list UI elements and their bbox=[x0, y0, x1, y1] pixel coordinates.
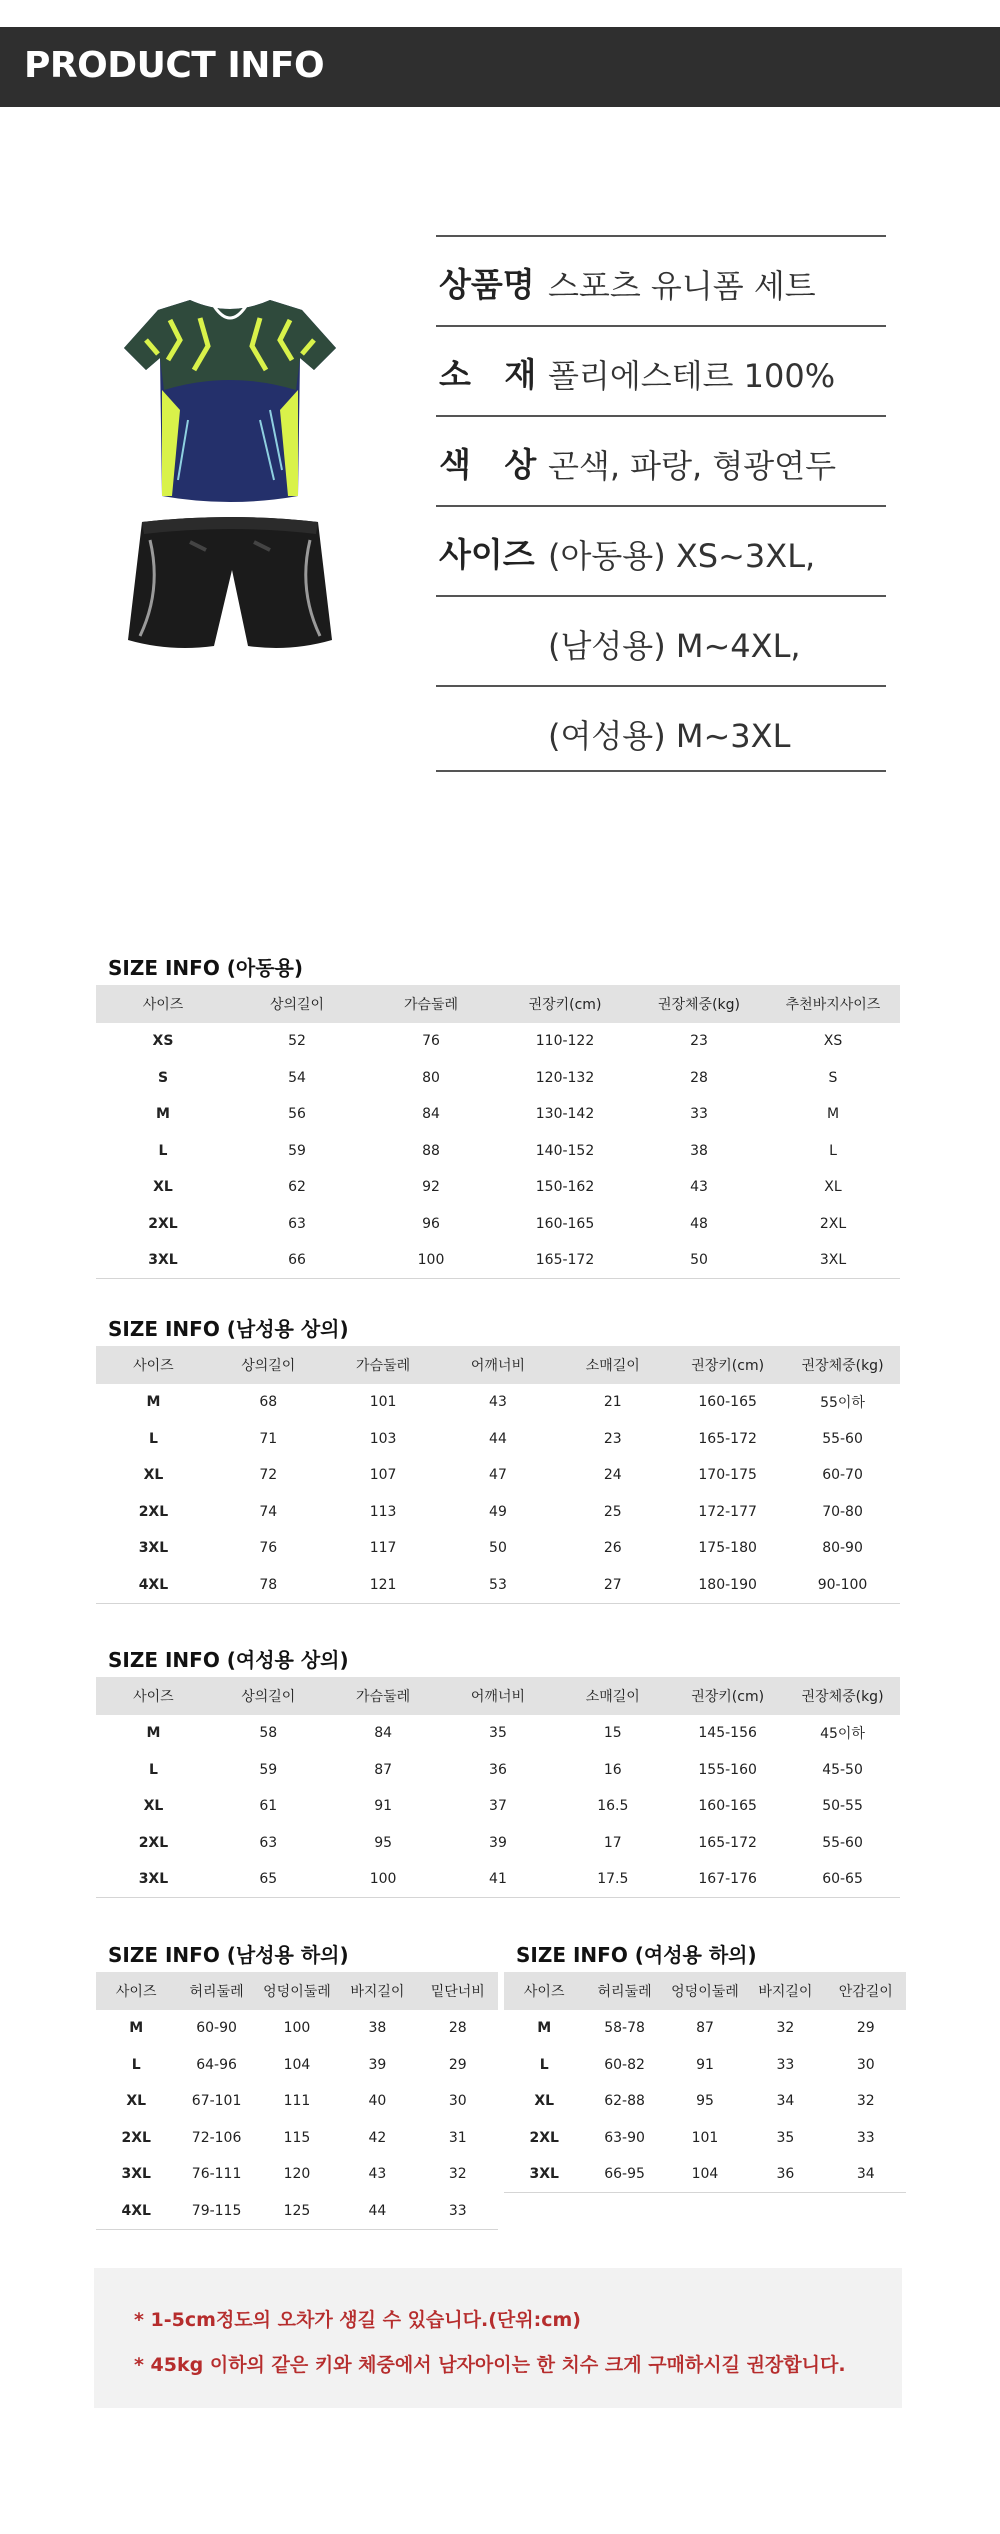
table-cell: 72 bbox=[259, 1467, 278, 1484]
table-row bbox=[96, 1096, 900, 1133]
table-cell: 53 bbox=[441, 1567, 556, 1604]
table-cell: 35 bbox=[776, 2129, 795, 2146]
info-value: (아동용) XS~3XL, bbox=[548, 537, 816, 575]
table-cell: 17 bbox=[603, 1834, 622, 1851]
section-title: SIZE INFO (남성용 하의) bbox=[108, 1943, 349, 1967]
table-row bbox=[96, 1788, 900, 1825]
table-cell: 16.5 bbox=[597, 1798, 629, 1815]
column-header: 허리둘레 bbox=[584, 1972, 664, 2010]
table-cell: 76 bbox=[422, 1033, 440, 1050]
info-value: 곤색, 파랑, 형광연두 bbox=[548, 447, 836, 485]
size-cell: M bbox=[537, 2020, 552, 2037]
info-label: 색 상 bbox=[439, 445, 537, 484]
info-row-color bbox=[436, 417, 886, 505]
table-row bbox=[96, 2120, 498, 2157]
table-cell: 80 bbox=[422, 1069, 440, 1086]
table-cell: 71 bbox=[259, 1430, 278, 1447]
column-header: 권장체중(kg) bbox=[785, 1677, 900, 1715]
table-cell: 165-172 bbox=[698, 1430, 757, 1447]
column-header: 사이즈 bbox=[504, 1972, 584, 2010]
section-title: SIZE INFO (아동용) bbox=[108, 956, 304, 980]
table-cell: 60-65 bbox=[785, 1861, 900, 1898]
table-cell: 36 bbox=[745, 2156, 825, 2193]
column-header: 권장체중(kg) bbox=[785, 1346, 900, 1384]
table-cell: 70-80 bbox=[822, 1503, 863, 1520]
table-row bbox=[96, 1242, 900, 1279]
table-cell: 37 bbox=[489, 1798, 507, 1815]
table-cell: 100 bbox=[364, 1242, 498, 1279]
table-cell: 28 bbox=[690, 1069, 708, 1086]
table-cell: 76-111 bbox=[191, 2166, 242, 2183]
table-cell: 54 bbox=[288, 1069, 306, 1086]
size-cell: L bbox=[539, 2056, 549, 2073]
size-table-men-top bbox=[96, 1346, 900, 1604]
column-header: 엉덩이둘레 bbox=[665, 1972, 745, 2010]
size-table-kids bbox=[96, 985, 900, 1279]
column-header: 엉덩이둘레 bbox=[257, 1972, 337, 2010]
table-cell: 58 bbox=[259, 1725, 278, 1742]
column-header: 상의길이 bbox=[230, 985, 364, 1023]
size-table-men-bottom bbox=[96, 1972, 498, 2230]
table-cell: 38 bbox=[368, 2020, 387, 2037]
table-cell: 33 bbox=[690, 1106, 708, 1123]
table-cell: 165-172 bbox=[698, 1834, 757, 1851]
table-row bbox=[96, 1060, 900, 1097]
table-cell: 145-156 bbox=[698, 1725, 757, 1742]
table-cell: 130-142 bbox=[535, 1106, 595, 1123]
table-cell: 88 bbox=[422, 1142, 440, 1159]
table-cell: 62 bbox=[288, 1179, 306, 1196]
table-cell: 74 bbox=[259, 1503, 278, 1520]
table-cell: 33 bbox=[856, 2129, 875, 2146]
table-cell: 45-50 bbox=[822, 1761, 863, 1778]
size-cell: M bbox=[146, 1394, 161, 1411]
table-cell: 64-96 bbox=[196, 2056, 237, 2073]
table-cell: 121 bbox=[326, 1567, 441, 1604]
size-cell: 3XL bbox=[504, 2156, 584, 2193]
table-row bbox=[96, 1133, 900, 1170]
table-row bbox=[504, 2120, 906, 2157]
divider bbox=[436, 770, 886, 772]
table-cell: 2XL bbox=[819, 1215, 847, 1232]
table-cell: 120 bbox=[283, 2166, 311, 2183]
table-cell: 111 bbox=[283, 2093, 311, 2110]
table-cell: 170-175 bbox=[698, 1467, 757, 1484]
size-cell: S bbox=[157, 1069, 169, 1086]
column-header: 밑단너비 bbox=[418, 1972, 498, 2010]
table-cell: 49 bbox=[489, 1503, 507, 1520]
table-row bbox=[96, 2083, 498, 2120]
table-cell: 41 bbox=[441, 1861, 556, 1898]
info-row-product-name bbox=[436, 237, 886, 325]
size-cell: M bbox=[156, 1106, 170, 1123]
table-cell: 39 bbox=[368, 2056, 387, 2073]
page-title: PRODUCT INFO bbox=[24, 45, 325, 86]
table-row bbox=[96, 1023, 900, 1060]
table-cell: 87 bbox=[374, 1761, 393, 1778]
size-cell: 3XL bbox=[121, 2166, 151, 2183]
column-header: 추천바지사이즈 bbox=[766, 985, 900, 1023]
column-header: 바지길이 bbox=[745, 1972, 825, 2010]
table-cell: 33 bbox=[776, 2056, 795, 2073]
table-cell: 23 bbox=[603, 1430, 622, 1447]
size-cell: 2XL bbox=[138, 1834, 169, 1851]
size-cell: L bbox=[148, 1430, 158, 1447]
table-header-row bbox=[96, 985, 900, 1023]
size-table-women-bottom bbox=[504, 1972, 906, 2193]
notice-box bbox=[94, 2268, 902, 2408]
info-value: (여성용) M~3XL bbox=[548, 717, 791, 755]
table-cell: 30 bbox=[856, 2056, 875, 2073]
table-cell: 160-165 bbox=[535, 1215, 595, 1232]
table-cell: 165-172 bbox=[498, 1242, 632, 1279]
table-cell: 120-132 bbox=[535, 1069, 595, 1086]
table-cell: 63 bbox=[259, 1834, 278, 1851]
table-cell: 43 bbox=[368, 2166, 387, 2183]
table-cell: 32 bbox=[856, 2093, 875, 2110]
table-cell: 33 bbox=[418, 2193, 498, 2230]
size-cell: XS bbox=[152, 1033, 174, 1050]
table-cell: 87 bbox=[696, 2020, 714, 2037]
table-cell: 34 bbox=[776, 2093, 795, 2110]
column-header: 바지길이 bbox=[337, 1972, 417, 2010]
size-cell: XL bbox=[143, 1467, 164, 1484]
product-image bbox=[110, 300, 350, 670]
size-cell: 3XL bbox=[96, 1242, 230, 1279]
size-cell: M bbox=[129, 2020, 144, 2037]
size-cell: M bbox=[146, 1725, 161, 1742]
info-value: 스포츠 유니폼 세트 bbox=[548, 267, 816, 305]
info-label: 사이즈 bbox=[439, 535, 535, 574]
table-cell: 43 bbox=[489, 1394, 507, 1411]
table-cell: 62-88 bbox=[604, 2093, 645, 2110]
table-cell: 43 bbox=[690, 1179, 708, 1196]
header-bar bbox=[0, 27, 1000, 107]
table-row bbox=[504, 2047, 906, 2084]
size-table-women-top bbox=[96, 1677, 900, 1898]
table-cell: S bbox=[828, 1069, 838, 1086]
table-row bbox=[96, 1206, 900, 1243]
table-cell: 103 bbox=[369, 1430, 397, 1447]
table-row bbox=[96, 1825, 900, 1862]
column-header: 사이즈 bbox=[96, 1677, 211, 1715]
table-cell: 175-180 bbox=[698, 1540, 757, 1557]
table-cell: 68 bbox=[259, 1394, 278, 1411]
info-row-size-men bbox=[436, 597, 886, 685]
size-cell: XL bbox=[153, 1179, 173, 1196]
table-cell: 66 bbox=[230, 1242, 364, 1279]
table-cell: 63-90 bbox=[604, 2129, 645, 2146]
table-cell: 24 bbox=[603, 1467, 622, 1484]
table-cell: 56 bbox=[288, 1106, 306, 1123]
table-cell: 60-70 bbox=[822, 1467, 863, 1484]
table-cell: 59 bbox=[259, 1761, 278, 1778]
table-cell: 3XL bbox=[766, 1242, 900, 1279]
table-cell: 91 bbox=[374, 1798, 393, 1815]
table-cell: 104 bbox=[283, 2056, 311, 2073]
info-label: 상품명 bbox=[439, 265, 535, 304]
info-row-material bbox=[436, 327, 886, 415]
table-header-row bbox=[96, 1972, 498, 2010]
table-cell: 172-177 bbox=[698, 1503, 757, 1520]
table-cell: 101 bbox=[691, 2129, 719, 2146]
table-cell: 95 bbox=[696, 2093, 714, 2110]
table-cell: 66-95 bbox=[584, 2156, 664, 2193]
table-cell: 100 bbox=[283, 2020, 311, 2037]
table-row bbox=[96, 1384, 900, 1421]
table-row bbox=[96, 1530, 900, 1567]
table-cell: 15 bbox=[603, 1725, 622, 1742]
table-cell: 52 bbox=[288, 1033, 306, 1050]
table-cell: 91 bbox=[696, 2056, 714, 2073]
table-cell: 115 bbox=[283, 2129, 311, 2146]
column-header: 권장키(cm) bbox=[498, 985, 632, 1023]
table-row bbox=[504, 2010, 906, 2047]
column-header: 상의길이 bbox=[211, 1677, 326, 1715]
table-header-row bbox=[96, 1677, 900, 1715]
table-cell: 44 bbox=[489, 1430, 507, 1447]
table-header-row bbox=[96, 1346, 900, 1384]
size-cell: XL bbox=[143, 1798, 164, 1815]
table-cell: XL bbox=[824, 1179, 842, 1196]
table-cell: 25 bbox=[603, 1503, 622, 1520]
table-cell: 23 bbox=[690, 1033, 708, 1050]
table-cell: 40 bbox=[368, 2093, 387, 2110]
table-cell: 96 bbox=[422, 1215, 440, 1232]
info-row-size bbox=[436, 507, 886, 595]
table-row bbox=[96, 2010, 498, 2047]
column-header: 권장키(cm) bbox=[670, 1677, 785, 1715]
table-cell: 65 bbox=[211, 1861, 326, 1898]
size-cell: 3XL bbox=[96, 1861, 211, 1898]
column-header: 권장키(cm) bbox=[670, 1346, 785, 1384]
table-cell: XS bbox=[823, 1033, 843, 1050]
size-cell: XL bbox=[534, 2093, 555, 2110]
info-row-size-women bbox=[436, 687, 886, 775]
table-row bbox=[96, 1169, 900, 1206]
table-cell: 72-106 bbox=[191, 2129, 242, 2146]
column-header: 안감길이 bbox=[826, 1972, 906, 2010]
table-cell: 80-90 bbox=[822, 1540, 863, 1557]
table-cell: 17.5 bbox=[555, 1861, 670, 1898]
column-header: 권장체중(kg) bbox=[632, 985, 766, 1023]
table-cell: 48 bbox=[690, 1215, 708, 1232]
table-cell: 61 bbox=[259, 1798, 278, 1815]
table-cell: 30 bbox=[448, 2093, 467, 2110]
table-cell: 34 bbox=[826, 2156, 906, 2193]
table-cell: 28 bbox=[448, 2020, 467, 2037]
table-cell: 104 bbox=[665, 2156, 745, 2193]
notice-line-1: * 1-5cm정도의 오차가 생길 수 있습니다.(단위:cm) bbox=[134, 2309, 581, 2331]
table-cell: 92 bbox=[422, 1179, 440, 1196]
section-title: SIZE INFO (여성용 상의) bbox=[108, 1648, 349, 1672]
table-cell: 150-162 bbox=[535, 1179, 595, 1196]
notice-line-2: * 45kg 이하의 같은 키와 체중에서 남자아이는 한 치수 크게 구매하시길 권장합니다. bbox=[134, 2354, 846, 2376]
column-header: 사이즈 bbox=[96, 1972, 176, 2010]
table-cell: 59 bbox=[288, 1142, 306, 1159]
table-cell: L bbox=[829, 1142, 837, 1159]
table-cell: 39 bbox=[489, 1834, 507, 1851]
table-cell: 58-78 bbox=[604, 2020, 645, 2037]
table-cell: M bbox=[826, 1106, 840, 1123]
table-row bbox=[96, 2193, 498, 2230]
table-cell: 84 bbox=[422, 1106, 440, 1123]
table-cell: 21 bbox=[603, 1394, 622, 1411]
column-header: 가슴둘레 bbox=[326, 1677, 441, 1715]
table-cell: 32 bbox=[776, 2020, 795, 2037]
column-header: 가슴둘레 bbox=[364, 985, 498, 1023]
column-header: 가슴둘레 bbox=[326, 1346, 441, 1384]
info-value: 폴리에스테르 100% bbox=[548, 357, 836, 395]
table-row bbox=[96, 1861, 900, 1898]
table-cell: 29 bbox=[856, 2020, 875, 2037]
table-cell: 95 bbox=[374, 1834, 393, 1851]
table-cell: 101 bbox=[369, 1394, 397, 1411]
table-cell: 55-60 bbox=[822, 1430, 863, 1447]
table-cell: 55이하 bbox=[820, 1395, 865, 1412]
table-cell: 27 bbox=[555, 1567, 670, 1604]
table-cell: 45이하 bbox=[820, 1726, 865, 1743]
table-row bbox=[504, 2156, 906, 2193]
size-cell: L bbox=[158, 1142, 168, 1159]
table-cell: 67-101 bbox=[191, 2093, 242, 2110]
table-row bbox=[96, 1715, 900, 1752]
size-cell: L bbox=[131, 2056, 141, 2073]
table-cell: 38 bbox=[690, 1142, 708, 1159]
table-cell: 110-122 bbox=[535, 1033, 595, 1050]
section-title: SIZE INFO (여성용 하의) bbox=[516, 1943, 757, 1967]
table-cell: 60-82 bbox=[604, 2056, 645, 2073]
column-header: 허리둘레 bbox=[176, 1972, 256, 2010]
table-cell: 50 bbox=[489, 1540, 507, 1557]
size-cell: L bbox=[148, 1761, 158, 1778]
table-cell: 100 bbox=[326, 1861, 441, 1898]
size-cell: XL bbox=[126, 2093, 147, 2110]
table-cell: 44 bbox=[337, 2193, 417, 2230]
table-cell: 50-55 bbox=[822, 1798, 863, 1815]
table-cell: 140-152 bbox=[535, 1142, 595, 1159]
table-cell: 78 bbox=[211, 1567, 326, 1604]
size-cell: 3XL bbox=[138, 1540, 169, 1557]
column-header: 사이즈 bbox=[96, 1346, 211, 1384]
table-cell: 160-165 bbox=[698, 1798, 757, 1815]
column-header: 소매길이 bbox=[555, 1346, 670, 1384]
info-label: 소 재 bbox=[439, 355, 537, 394]
table-cell: 117 bbox=[369, 1540, 397, 1557]
table-row bbox=[504, 2083, 906, 2120]
table-cell: 35 bbox=[489, 1725, 507, 1742]
size-cell: 2XL bbox=[529, 2129, 559, 2146]
table-cell: 125 bbox=[257, 2193, 337, 2230]
table-cell: 16 bbox=[603, 1761, 622, 1778]
table-header-row bbox=[504, 1972, 906, 2010]
table-cell: 160-165 bbox=[698, 1394, 757, 1411]
table-cell: 167-176 bbox=[670, 1861, 785, 1898]
table-cell: 50 bbox=[632, 1242, 766, 1279]
shorts-illustration bbox=[128, 517, 332, 648]
table-cell: 84 bbox=[374, 1725, 393, 1742]
section-title: SIZE INFO (남성용 상의) bbox=[108, 1317, 349, 1341]
table-cell: 36 bbox=[489, 1761, 507, 1778]
shirt-illustration bbox=[124, 300, 336, 502]
table-cell: 42 bbox=[368, 2129, 387, 2146]
size-cell: 4XL bbox=[96, 2193, 176, 2230]
table-cell: 113 bbox=[369, 1503, 397, 1520]
table-cell: 90-100 bbox=[785, 1567, 900, 1604]
table-cell: 155-160 bbox=[698, 1761, 757, 1778]
size-cell: 2XL bbox=[138, 1503, 169, 1520]
column-header: 상의길이 bbox=[211, 1346, 326, 1384]
info-value: (남성용) M~4XL, bbox=[548, 627, 801, 665]
table-row bbox=[96, 1421, 900, 1458]
table-cell: 26 bbox=[603, 1540, 622, 1557]
column-header: 어깨너비 bbox=[441, 1677, 556, 1715]
table-cell: 47 bbox=[489, 1467, 507, 1484]
size-cell: 2XL bbox=[121, 2129, 151, 2146]
table-cell: 107 bbox=[369, 1467, 397, 1484]
table-row bbox=[96, 1457, 900, 1494]
table-cell: 32 bbox=[448, 2166, 467, 2183]
table-row bbox=[96, 1752, 900, 1789]
size-cell: 4XL bbox=[96, 1567, 211, 1604]
size-cell: 2XL bbox=[148, 1215, 178, 1232]
table-cell: 63 bbox=[288, 1215, 306, 1232]
table-row bbox=[96, 2156, 498, 2193]
table-row bbox=[96, 1494, 900, 1531]
table-row bbox=[96, 1567, 900, 1604]
table-cell: 29 bbox=[448, 2056, 467, 2073]
column-header: 사이즈 bbox=[96, 985, 230, 1023]
column-header: 어깨너비 bbox=[441, 1346, 556, 1384]
table-cell: 180-190 bbox=[670, 1567, 785, 1604]
table-cell: 55-60 bbox=[822, 1834, 863, 1851]
table-cell: 31 bbox=[448, 2129, 467, 2146]
table-cell: 60-90 bbox=[196, 2020, 237, 2037]
table-cell: 76 bbox=[259, 1540, 278, 1557]
table-cell: 79-115 bbox=[176, 2193, 256, 2230]
table-row bbox=[96, 2047, 498, 2084]
column-header: 소매길이 bbox=[555, 1677, 670, 1715]
